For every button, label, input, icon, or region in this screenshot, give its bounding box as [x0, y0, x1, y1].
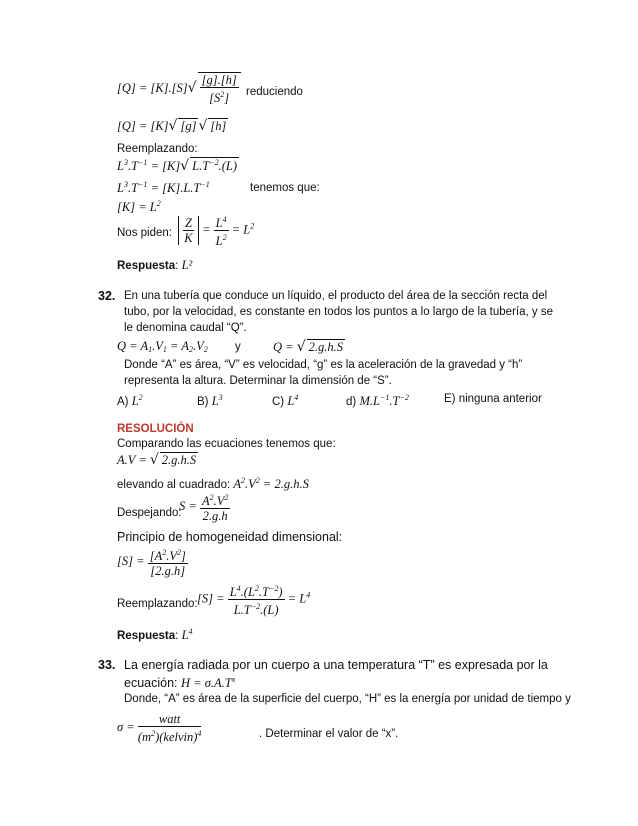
option-e[interactable]: E) ninguna anterior [444, 393, 542, 405]
respuesta-32: Respuesta: $L^4$ [117, 627, 193, 642]
problem-33-desc: Donde, “A” es área de la superficie del cuerpo, “H” es la energía por unidad de tiempo y [124, 693, 571, 705]
problem-32-text: En una tubería que conduce un líquido, el producto del área de la sección recta del tubo, por la velocidad, es constante en todos los puntos a lo largo de la tubería, y se le denomina caudal “Q”. [124, 290, 553, 334]
elevando-label: elevando al cuadrado: $A^2.V^2 = 2.g.h.S$ [117, 476, 309, 491]
principio-heading: Principio de homogeneidad dimensional: [117, 530, 343, 544]
eq-sigma: σ = $\frac{\text{watt}}{(m^2)(kelvin)^4}$ [117, 712, 202, 744]
eq-caudal: $Q = A_1.V_1 = A_2.V_2$ [117, 339, 208, 354]
eq-replace-2: $L^3.T^{-1} = [K].L.T^{-1}$ [117, 180, 210, 195]
problem-33-text: La energía radiada por un cuerpo a una temperatura “T” es expresada por la [124, 658, 548, 672]
eq-q-sqrt: Q = √ 2.g.h.S [273, 339, 344, 355]
resolucion-heading: RESOLUCIÓN [117, 423, 194, 435]
comparando-label: Comparando las ecuaciones tenemos que: [117, 438, 336, 450]
reemplazando-label: Reemplazando: [117, 143, 198, 155]
option-c[interactable]: C) $L^4$ [272, 393, 299, 408]
problem-32-number: 32. [98, 289, 116, 303]
option-d[interactable]: d) $M.L^{-1}.T^{-2}$ [346, 393, 409, 408]
eq-s-dimension: [S] = $\frac{[A^2.V^2]}{[2.g.h]}$ [117, 548, 186, 578]
option-b[interactable]: B) $L^3$ [197, 393, 223, 408]
eq-s-result: [S] = $\frac{L^4.(L^2.T^{-2})}{L.T^{-2}.(L)}$ = $L^4$ [197, 584, 311, 617]
ecuacion-line: ecuación: $H = \sigma.A.T^x$ [124, 675, 236, 690]
eq-k: $[K] = L^2$ [117, 199, 161, 214]
y-label: y [235, 341, 241, 353]
tenemos-que-label: tenemos que: [250, 182, 320, 194]
eq-nos-piden: $\frac{Z}{K}$ = $\frac{L^4}{L^2}$ = $L^2$ [178, 213, 254, 248]
eq-despejando: S = $\frac{A^2.V^2}{2.g.h}$ [179, 493, 229, 523]
eq-av: A.V = √ 2.g.h.S [117, 452, 197, 468]
eq-q-dimension: [Q] = [K].[S]√ $\frac{[g].[h]}{[S^2]}$ [117, 72, 241, 105]
nos-piden-label: Nos piden: [117, 227, 172, 239]
reemplazando-32-label: Reemplazando: [117, 598, 198, 610]
respuesta-top: Respuesta: L² [117, 258, 193, 272]
problem-33-number: 33. [98, 658, 116, 672]
despejando-label: Despejando: [117, 507, 182, 519]
eq-q-reduced: [Q] = [K]√ [g] √ [h] [117, 118, 227, 134]
eq-replace-1: $L^3.T^{-1} = [K]√$ $L.T^{-2}.(L)$ [117, 158, 237, 174]
determinar-x: . Determinar el valor de “x”. [259, 728, 399, 740]
option-a[interactable]: A) $L^2$ [117, 393, 143, 408]
problem-32-desc: Donde “A” es área, “V” es velocidad, “g” es la aceleración de la gravedad y “h” representa la altura. Determinar la dimensión de “S”. [124, 359, 523, 387]
reduciendo-label: reduciendo [246, 86, 303, 98]
